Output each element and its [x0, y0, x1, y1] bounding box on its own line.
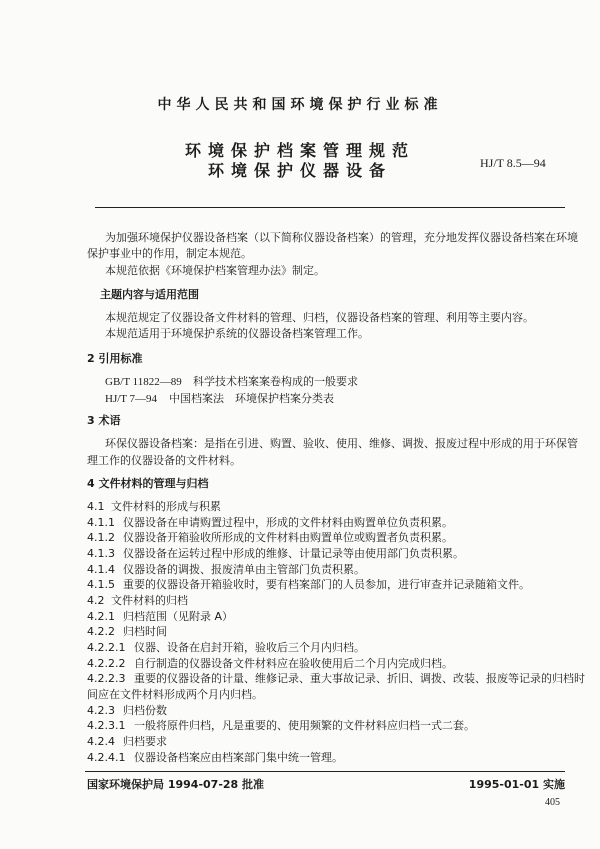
- clause-text: 间应在文件材料形成两个月内归档。: [87, 688, 263, 701]
- clause-number: 4.1: [87, 500, 105, 513]
- clause-item: [87, 735, 167, 748]
- clause-text: 归档要求: [123, 735, 167, 748]
- reference-code: HJ/T 7—94: [105, 393, 158, 405]
- approval-line: 国家环境保护局 1994-07-28 批准: [87, 778, 265, 791]
- clause-text: 仪器设备开箱验收所形成的文件材料由购置单位或购置者负责积累。: [123, 531, 453, 544]
- clause-item: [87, 547, 464, 560]
- reference-title: 科学技术档案案卷构成的一般要求: [193, 375, 358, 388]
- standard-code: HJ/T 8.5—94: [480, 156, 546, 170]
- clause-item: [87, 704, 167, 717]
- footer-divider: [85, 771, 565, 772]
- clause-number: 4.2.3.1: [87, 719, 126, 732]
- effective-date-line: 1995-01-01 实施: [468, 778, 565, 791]
- clause-text: 仪器设备在申请购置过程中，形成的文件材料由购置单位负责积累。: [123, 516, 453, 529]
- clause-text: 归档时间: [123, 625, 167, 638]
- intro-paragraph-1: 为加强环境保护仪器设备档案（以下简称仪器设备档案）的管理，充分地发挥仪器设备档案在环境: [105, 231, 578, 244]
- section-1-heading: 主题内容与适用范围: [100, 288, 199, 301]
- standard-header: 中华人民共和国环境保护行业标准: [157, 97, 443, 113]
- definition-line: 环保仪器设备档案：是指在引进、购置、验收、使用、维修、调拨、报废过程中形成的用于环保管: [105, 437, 578, 450]
- title-line-1: 环境保护档案管理规范: [184, 141, 415, 160]
- reference-item: [105, 392, 334, 406]
- section-1-line: 本规范适用于环境保护系统的仪器设备档案管理工作。: [105, 327, 369, 340]
- clause-number: 4.2.1: [87, 610, 115, 623]
- clause-item: [87, 610, 233, 623]
- clause-item: [87, 657, 453, 670]
- clause-number: 4.2.4: [87, 735, 115, 748]
- clause-number: 4.1.5: [87, 578, 115, 591]
- section-1-line: 本规范规定了仪器设备文件材料的管理、归档，仪器设备档案的管理、利用等主要内容。: [105, 311, 534, 324]
- clause-item: [87, 641, 365, 654]
- clause-text: 一般将原件归档，凡是重要的、使用频繁的文件材料应归档一式二套。: [134, 719, 475, 732]
- clause-item: [87, 672, 585, 685]
- clause-item: [87, 531, 453, 544]
- clause-text: 仪器、设备在启封开箱，验收后三个月内归档。: [134, 641, 365, 654]
- clause-item: [87, 516, 453, 529]
- title-divider: [95, 207, 565, 208]
- clause-item: [87, 625, 167, 638]
- clause-number: 4.2.4.1: [87, 751, 126, 764]
- clause-item: [87, 688, 263, 701]
- section-4-heading: 4 文件材料的管理与归档: [87, 477, 209, 490]
- clause-item: [87, 751, 343, 764]
- clause-text: 重要的仪器设备的计量、维修记录、重大事故记录、折旧、调拨、改装、报废等记录的归档时: [134, 672, 585, 685]
- intro-paragraph-1-cont: 保护事业中的作用，制定本规范。: [87, 247, 252, 260]
- clause-number: 4.1.3: [87, 547, 115, 560]
- section-2-heading: 2 引用标准: [87, 352, 143, 365]
- reference-code: GB/T 11822—89: [105, 376, 182, 388]
- clause-item: [87, 563, 365, 576]
- clause-text: 仪器设备的调拨、报废清单由主管部门负责积累。: [123, 563, 365, 576]
- clause-item: [87, 578, 530, 591]
- page-number: 405: [545, 797, 560, 808]
- clause-text: 仪器设备在运转过程中形成的维修、计量记录等由使用部门负责积累。: [123, 547, 464, 560]
- clause-text: 自行制造的仪器设备文件材料应在验收使用后二个月内完成归档。: [134, 657, 453, 670]
- clause-item: [87, 719, 475, 732]
- clause-number: 4.2.2.2: [87, 657, 126, 670]
- clause-text: 归档范围（见附录 A）: [123, 610, 234, 623]
- clause-number: 4.2: [87, 594, 105, 607]
- clause-number: 4.2.2.3: [87, 672, 126, 685]
- title-line-2: 环境保护仪器设备: [207, 161, 392, 180]
- clause-number: 4.2.3: [87, 704, 115, 717]
- clause-number: 4.1.2: [87, 531, 115, 544]
- clause-text: 仪器设备档案应由档案部门集中统一管理。: [134, 751, 343, 764]
- intro-paragraph-2: 本规范依据《环境保护档案管理办法》制定。: [105, 264, 325, 277]
- clause-text: 重要的仪器设备开箱验收时，要有档案部门的人员参加，进行审查并记录随箱文件。: [123, 578, 530, 591]
- clause-text: 归档份数: [123, 704, 167, 717]
- reference-item: [105, 375, 358, 389]
- clause-number: 4.2.2.1: [87, 641, 126, 654]
- clause-number: 4.1.1: [87, 516, 115, 529]
- clause-item: [87, 500, 221, 513]
- reference-title: 中国档案法 环境保护档案分类表: [169, 392, 334, 405]
- clause-number: 4.2.2: [87, 625, 115, 638]
- clause-text: 文件材料的形成与积累: [111, 500, 221, 513]
- definition-line-cont: 理工作的仪器设备的文件材料。: [87, 454, 241, 467]
- clause-text: 文件材料的归档: [111, 594, 188, 607]
- clause-item: [87, 594, 188, 607]
- section-3-heading: 3 术语: [87, 414, 121, 427]
- clause-number: 4.1.4: [87, 563, 115, 576]
